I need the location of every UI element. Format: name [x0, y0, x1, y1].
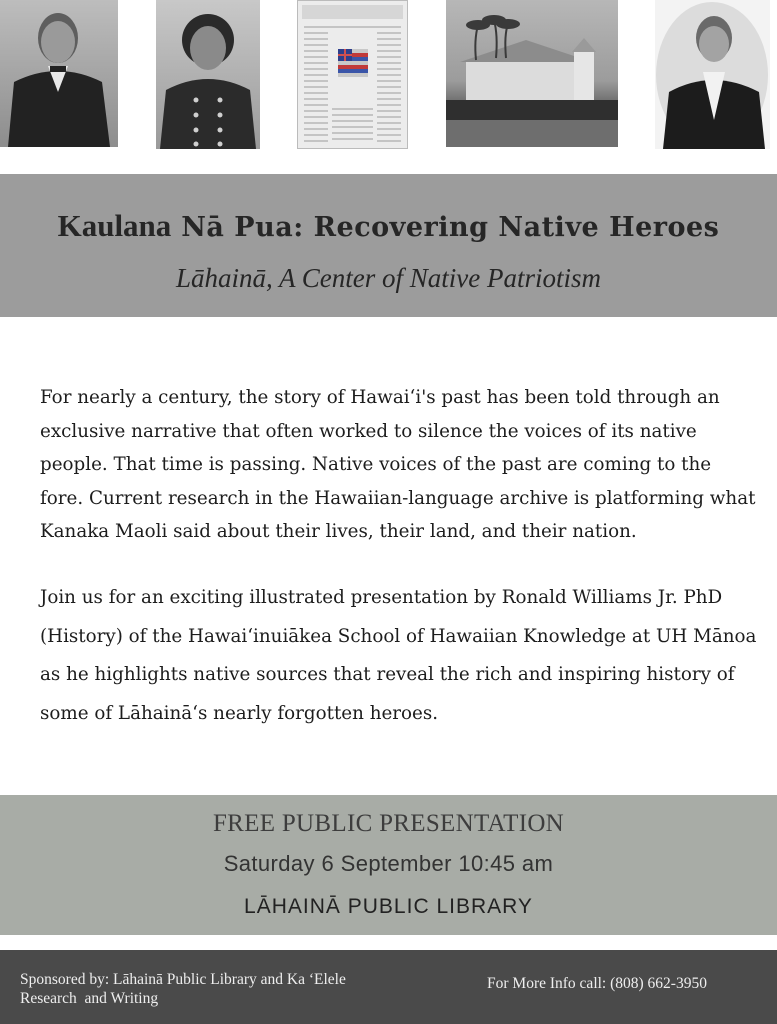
- sponsor-line-1: Sponsored by: Lāhainā Public Library and Ka ‘Elele: [20, 971, 346, 988]
- portrait-photo-1: [0, 0, 118, 147]
- newspaper-image: [297, 0, 408, 149]
- presentation-location: LĀHAINĀ PUBLIC LIBRARY: [244, 895, 533, 918]
- presentation-paragraph: Join us for an exciting illustrated presentation by Ronald Williams Jr. PhD (History) of the Hawaiʻinuiākea School of Hawaiian Knowledge at UH Mānoa as he highlights native sources that reveal the rich and inspiring history of some of Lāhainā‘s nearly forgotten heroes.: [40, 587, 757, 724]
- title-banner: [0, 174, 777, 317]
- portrait-photo-2: [156, 0, 260, 149]
- intro-paragraph: For nearly a century, the story of Hawaiʻi's past has been told through an exclusive narrative that often worked to silence the voices of its native people. That time is passing. Native voices of the past are coming to the fore. Current research in the Hawaiian-language archive is platforming what Kanaka Maoli said about their lives, their land, and their nation.: [40, 387, 756, 542]
- sponsor-line-2: Research and Writing: [20, 990, 159, 1007]
- presentation-heading: FREE PUBLIC PRESENTATION: [212, 810, 565, 837]
- church-landscape-photo: [446, 0, 618, 147]
- contact-info: For More Info call: (808) 662-3950: [487, 975, 707, 992]
- event-title: [0, 208, 777, 244]
- event-title-main: Nā Pua: Recovering Native Heroes: [181, 212, 720, 243]
- sponsor-text: [20, 970, 420, 1008]
- portrait-photo-3: [655, 0, 770, 149]
- presentation-date: Saturday 6 September 10:45 am: [223, 851, 554, 876]
- flag-icon: [338, 49, 368, 77]
- event-title-lead: Kaulana: [57, 208, 172, 243]
- event-subtitle: Lāhainā, A Center of Native Patriotism: [175, 263, 601, 293]
